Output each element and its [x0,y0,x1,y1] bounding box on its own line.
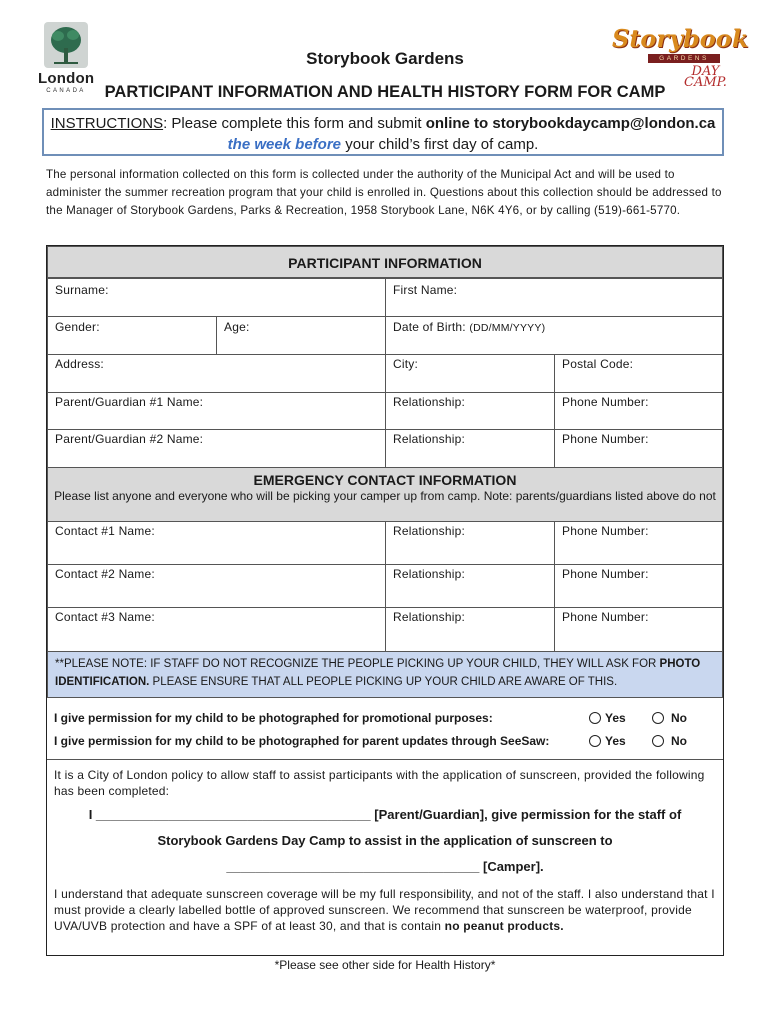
sunscreen-consent-line2: Storybook Gardens Day Camp to assist in the application of sunscreen to [157,833,613,848]
sunscreen-policy: It is a City of London policy to allow staff to assist participants with the application of sunscreen, provided the following has been completed: [54,768,705,798]
guardian1-name-field[interactable] [47,392,386,430]
contact1-relationship-label: Relationship: [393,524,465,538]
contact3-phone-field[interactable] [554,607,723,652]
form-container [46,245,724,956]
page-title: Storybook Gardens [306,49,464,68]
instructions-text-end: your child’s first day of camp. [341,136,539,153]
sunscreen-understanding-text: I understand that adequate sunscreen coverage will be my full responsibility, and not of the staff. I also understand that I must provide a clearly labelled bottle of approved sunscreen. We recommend that sunscreen be waterproof, provide UVA/UVB protection and have a SPF of at least 30, and that is contain [54,887,715,933]
photo-id-note [47,651,723,698]
storybook-logo-subtext: GARDENS [648,54,720,63]
guardian2-phone-label: Phone Number: [562,432,649,446]
photo-promo-no-radio[interactable] [652,712,664,724]
contact1-phone-label: Phone Number: [562,524,649,538]
guardian1-name-label: Parent/Guardian #1 Name: [55,395,204,409]
sunscreen-consent-line1[interactable]: I ______________________________________ [Parent/Guardian], give permission for the staff of [88,807,682,822]
postal-code-label: Postal Code: [562,357,634,371]
contact1-relationship-field[interactable] [385,521,555,565]
photo-seesaw-question: I give permission for my child to be photographed for parent updates through SeeSaw: [54,734,550,748]
guardian1-phone-label: Phone Number: [562,395,649,409]
daycamp-logo-line1: DAY [691,64,720,79]
instructions-text: : Please complete this form and submit [163,115,426,132]
dob-field[interactable] [385,316,723,355]
instructions-email: online to storybookdaycamp@london.ca [425,115,716,132]
form-title: PARTICIPANT INFORMATION AND HEALTH HISTORY FORM FOR CAMP [104,83,666,101]
dob-format: (DD/MM/YYYY) [469,322,546,334]
london-logo-text: London [38,70,95,87]
contact3-name-field[interactable] [47,607,386,652]
instructions-label: INSTRUCTIONS [50,115,164,132]
address-label: Address: [55,357,104,371]
privacy-notice: The personal information collected on this form is collected under the authority of the Municipal Act and will be used to administer the summer recreation program that your child is enrolled in. Questions about this collection should be addressed to the Manager of Storybook Gardens, Parks & Recreation, 1958 Storybook Lane, N6K 4Y6, or by calling (519)-661-5770. [46,168,722,217]
contact2-relationship-label: Relationship: [393,567,465,581]
contact1-name-field[interactable] [47,521,386,565]
instructions-deadline: the week before [227,136,342,153]
photo-seesaw-yes-radio[interactable] [589,735,601,747]
storybook-logo-text: Storybook [612,24,749,53]
sunscreen-understanding [54,886,718,934]
contact2-phone-label: Phone Number: [562,567,649,581]
address-field[interactable] [47,354,386,393]
guardian2-relationship-label: Relationship: [393,432,465,446]
city-label: City: [393,357,418,371]
photo-id-note-bold: PHOTO IDENTIFICATION. [55,658,701,688]
guardian1-phone-field[interactable] [554,392,723,430]
photo-promo-no-label: No [671,711,687,725]
gender-label: Gender: [55,320,100,334]
daycamp-logo-line2: CAMP. [684,75,727,90]
contact3-name-label: Contact #3 Name: [55,610,155,624]
photo-promo-question: I give permission for my child to be photographed for promotional purposes: [54,711,493,725]
surname-label: Surname: [55,283,109,297]
guardian2-name-label: Parent/Guardian #2 Name: [55,432,204,446]
dob-label: Date of Birth: [393,320,466,334]
contact2-name-field[interactable] [47,564,386,608]
participant-section-header [47,246,723,278]
contact3-relationship-label: Relationship: [393,610,465,624]
health-history-footer: *Please see other side for Health History* [274,958,496,972]
contact2-name-label: Contact #2 Name: [55,567,155,581]
city-field[interactable] [385,354,555,393]
photo-seesaw-no-label: No [671,734,687,748]
contact1-phone-field[interactable] [554,521,723,565]
photo-promo-yes-radio[interactable] [589,712,601,724]
gender-field[interactable] [47,316,217,355]
guardian1-relationship-field[interactable] [385,392,555,430]
photo-seesaw-yes-label: Yes [605,734,626,748]
participant-heading: PARTICIPANT INFORMATION [288,255,482,271]
sunscreen-no-peanut: no peanut products. [444,919,564,933]
contact3-relationship-field[interactable] [385,607,555,652]
emergency-heading: EMERGENCY CONTACT INFORMATION [253,472,517,488]
guardian1-relationship-label: Relationship: [393,395,465,409]
age-label: Age: [224,320,250,334]
photo-promo-yes-label: Yes [605,711,626,725]
london-logo-subtext: CANADA [46,88,86,94]
first-name-label: First Name: [393,283,458,297]
emergency-section-header [47,467,723,522]
contact2-relationship-field[interactable] [385,564,555,608]
guardian2-relationship-field[interactable] [385,429,555,468]
sunscreen-camper-line[interactable]: ___________________________________ [Camper]. [226,859,544,874]
age-field[interactable] [216,316,386,355]
instructions-box [42,108,724,156]
contact3-phone-label: Phone Number: [562,610,649,624]
photo-id-note-text-end: PLEASE ENSURE THAT ALL PEOPLE PICKING UP YOUR CHILD ARE AWARE OF THIS. [149,676,618,688]
contact1-name-label: Contact #1 Name: [55,524,155,538]
postal-code-field[interactable] [554,354,723,393]
surname-field[interactable] [47,278,386,317]
guardian2-phone-field[interactable] [554,429,723,468]
emergency-subtext: Please list anyone and everyone who will be picking your camper up from camp. Note: parents/guardians listed above do not [54,489,716,503]
guardian2-name-field[interactable] [47,429,386,468]
first-name-field[interactable] [385,278,723,317]
photo-seesaw-no-radio[interactable] [652,735,664,747]
photo-id-note-text: **PLEASE NOTE: IF STAFF DO NOT RECOGNIZE THE PEOPLE PICKING UP YOUR CHILD, THEY WILL ASK FOR [55,658,660,670]
photo-permission-section [47,697,723,760]
contact2-phone-field[interactable] [554,564,723,608]
